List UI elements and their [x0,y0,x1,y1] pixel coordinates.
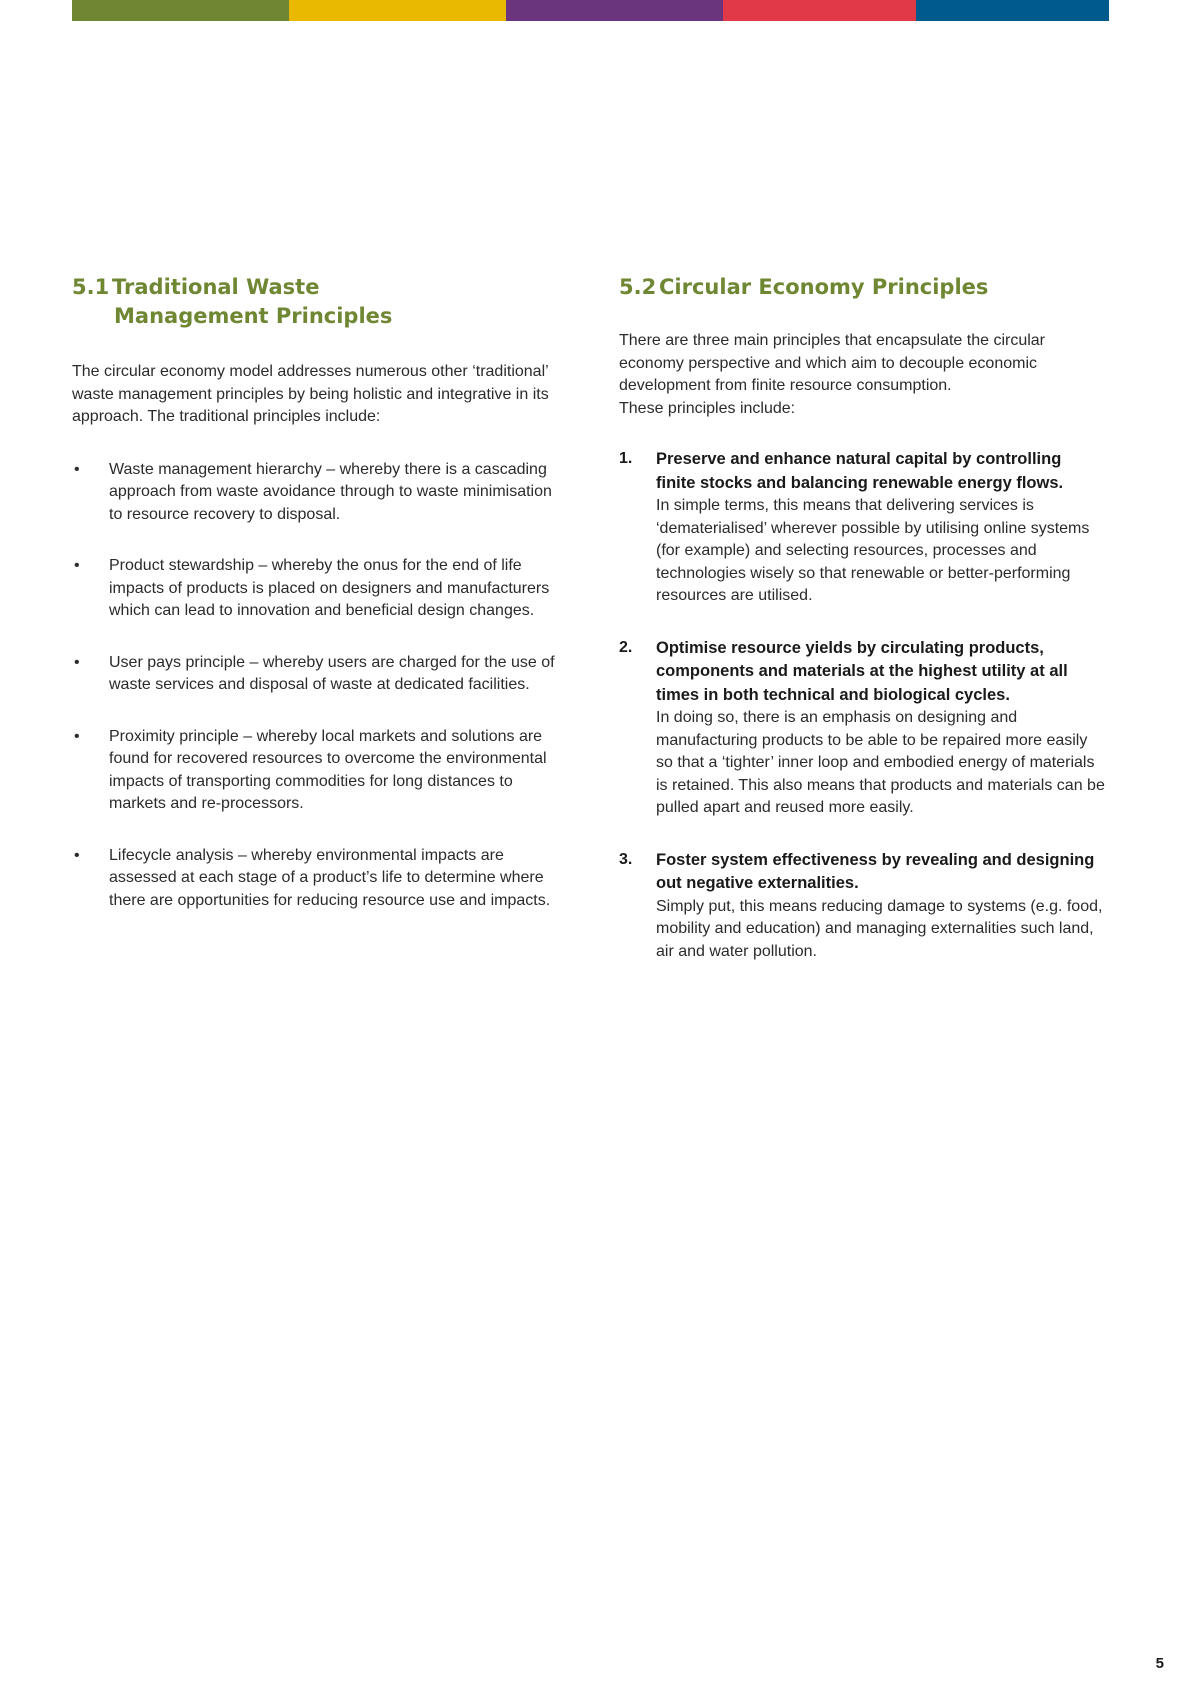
bullet-icon: • [74,653,80,671]
list-item-text: Lifecycle analysis – whereby environmental impacts are assessed at each stage of a product’s life to determine where there are opportunities for reducing resource use and impacts. [109,846,551,909]
principle-lead: Preserve and enhance natural capital by controlling finite stocks and balancing renewable energy flows. [656,450,1064,492]
heading-number: 5.2 [619,275,657,299]
list-item-text: Proximity principle – whereby local markets and solutions are found for recovered resources to overcome the environmental impacts of transporting commodities for long distances to markets and re-processors. [109,727,547,812]
list-item-text: Waste management hierarchy – whereby there is a cascading approach from waste avoidance through to waste minimisation to resource recovery to disposal. [109,460,552,523]
section-traditional-waste [72,273,562,941]
list-item [72,652,562,697]
principle-body: In simple terms, this means that delivering services is ‘dematerialised’ wherever possible by utilising online systems (for example) and selecting resources, processes and technologies wisely so that renewable or better-performing resources are utilised. [656,497,1090,604]
color-bar [72,0,1109,21]
principle-number: 3. [619,850,633,868]
list-item [72,845,562,913]
heading-line-1: Traditional Waste [112,275,320,299]
heading-number: 5.1 [72,275,110,299]
heading-line-2: Management Principles [114,304,393,328]
principle-item [619,448,1105,608]
list-item [72,726,562,816]
bullet-icon: • [74,557,80,574]
page-number: 5 [1155,1655,1164,1672]
intro-paragraph: There are three main principles that encapsulate the circular economy perspective and which aim to decouple economic development from finite resource consumption. [619,332,1045,394]
list-item [72,459,562,527]
color-bar-blue [916,0,1109,21]
color-bar-yellow [289,0,506,21]
list-item-text: Product stewardship – whereby the onus for the end of life impacts of products is placed on designers and manufacturers which can lead to innovation and beneficial design changes. [109,557,550,619]
heading-line-1: Circular Economy Principles [659,275,989,299]
section-circular-economy [619,273,1105,992]
principle-item [619,637,1105,820]
color-bar-green [72,0,289,21]
list-item [72,555,562,623]
bullet-icon: • [74,846,80,864]
color-bar-red [723,0,916,21]
principle-body: In doing so, there is an emphasis on designing and manufacturing products to be able to be repaired more easily so that a ‘tighter’ inner loop and embodied energy of materials is retained. This also means that products and materials can be pulled apart and reused more easily. [656,709,1105,816]
principle-item [619,849,1105,964]
traditional-principles-list [72,459,562,913]
intro-paragraph-2: These principles include: [619,399,796,417]
intro-paragraph: The circular economy model addresses numerous other ‘traditional’ waste management principles by being holistic and integrative in its approach. The traditional principles include: [72,363,549,425]
circular-principles-list [619,448,1105,963]
bullet-icon: • [74,727,80,745]
color-bar-purple [506,0,723,21]
principle-lead: Foster system effectiveness by revealing and designing out negative externalities. [656,850,1095,892]
principle-body: Simply put, this means reducing damage to systems (e.g. food, mobility and education) and managing externalities such land, air and water pollution. [656,897,1103,960]
list-item-text: User pays principle – whereby users are charged for the use of waste services and disposal of waste at dedicated facilities. [109,653,555,693]
principle-number: 1. [619,450,633,467]
bullet-icon: • [74,460,80,478]
principle-lead: Optimise resource yields by circulating products, components and materials at the highest utility at all times in both technical and biological cycles. [656,638,1068,704]
principle-number: 2. [619,638,633,656]
section-heading-5-1 [72,273,562,331]
section-heading-5-2 [619,273,1105,302]
